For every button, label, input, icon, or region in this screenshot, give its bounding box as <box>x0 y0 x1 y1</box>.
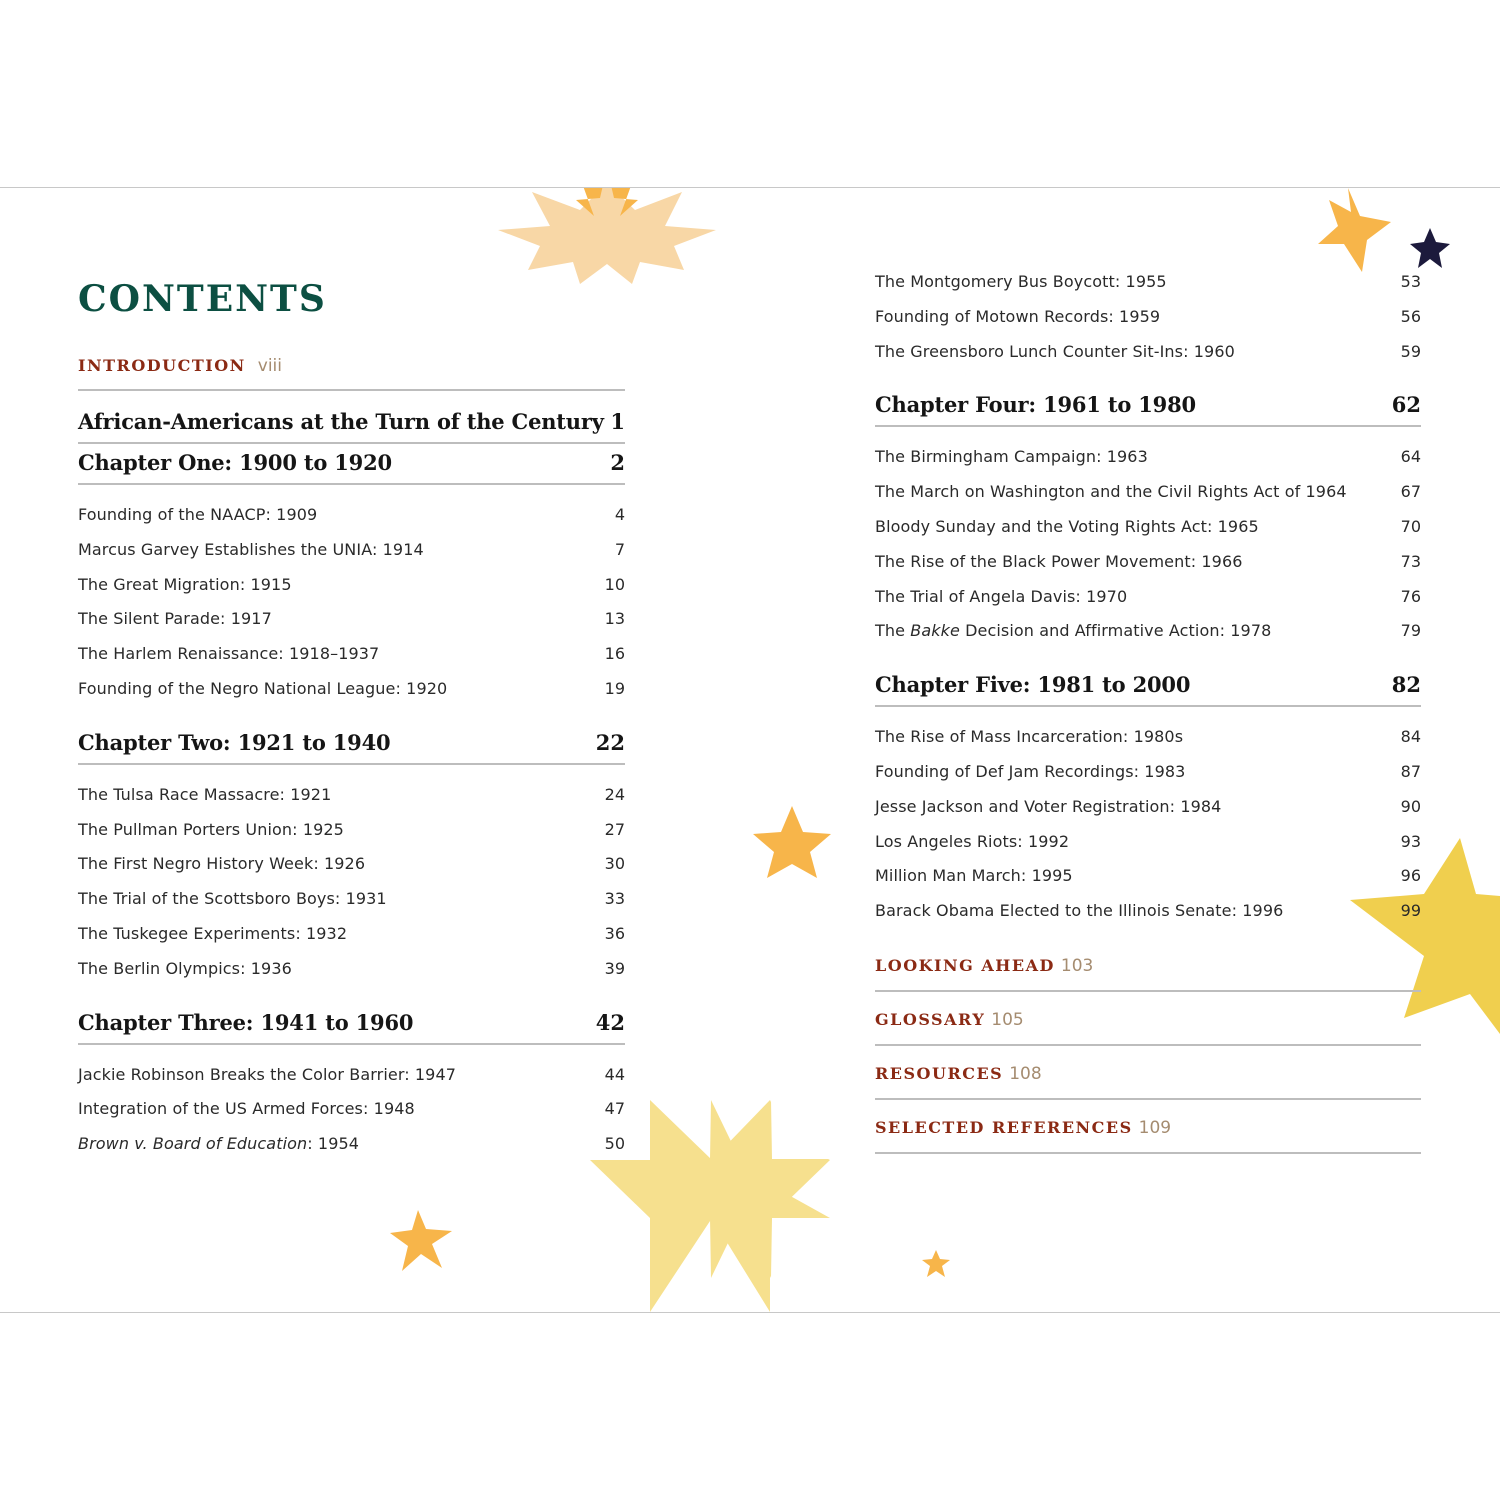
prelude-title: African-Americans at the Turn of the Century <box>78 409 604 434</box>
entry-title: The Pullman Porters Union: 1925 <box>78 819 344 839</box>
toc-entry[interactable] <box>78 1099 625 1134</box>
entry-title: Founding of the Negro National League: 1920 <box>78 678 448 698</box>
toc-entry[interactable] <box>78 820 625 855</box>
starburst-icon <box>498 188 716 284</box>
entry-page: 30 <box>604 854 625 874</box>
entry-page: 59 <box>1400 341 1421 361</box>
selected-references-row[interactable] <box>875 1118 1421 1154</box>
toc-entry[interactable] <box>78 505 625 540</box>
toc-entry[interactable] <box>875 307 1421 342</box>
entry-page: 70 <box>1400 516 1421 536</box>
toc-entry[interactable] <box>78 575 625 610</box>
entry-page: 76 <box>1400 586 1421 606</box>
toc-entry[interactable] <box>875 482 1421 517</box>
toc-entry[interactable] <box>78 644 625 679</box>
back-matter-label: RESOURCES <box>875 1063 1004 1083</box>
entry-title: Jesse Jackson and Voter Registration: 1984 <box>875 796 1222 816</box>
entry-title: Marcus Garvey Establishes the UNIA: 1914 <box>78 539 424 559</box>
chapter-title: Chapter One: 1900 to 1920 <box>78 450 392 475</box>
back-matter-page: 103 <box>1060 955 1094 976</box>
toc-entry[interactable] <box>875 866 1421 901</box>
entry-title: The Montgomery Bus Boycott: 1955 <box>875 272 1167 291</box>
toc-entry[interactable] <box>78 854 625 889</box>
back-matter-page: 109 <box>1138 1117 1172 1138</box>
toc-entry[interactable] <box>78 1134 625 1169</box>
entry-page: 4 <box>614 505 625 524</box>
entry-page: 16 <box>604 644 625 664</box>
entry-page: 7 <box>614 539 625 559</box>
entry-title: Million Man March: 1995 <box>875 866 1073 886</box>
chapter-title: Chapter Three: 1941 to 1960 <box>78 1009 414 1035</box>
introduction-page: viii <box>257 356 282 376</box>
entry-page: 39 <box>604 958 625 978</box>
entry-title: The March on Washington and the Civil Rights Act of 1964 <box>875 482 1347 502</box>
back-matter-label: LOOKING AHEAD <box>875 955 1055 975</box>
toc-entry[interactable] <box>78 889 625 924</box>
entry-title: The Trial of Angela Davis: 1970 <box>875 586 1128 606</box>
entry-page: 36 <box>604 923 625 943</box>
entry-page: 47 <box>604 1099 625 1119</box>
chapter-one-entries <box>78 505 625 714</box>
entry-title-italic: Brown v. Board of Education <box>78 1134 308 1154</box>
entry-title: The Harlem Renaissance: 1918–1937 <box>78 644 380 664</box>
chapter-three-row[interactable] <box>78 1010 625 1045</box>
entry-page: 99 <box>1400 901 1421 921</box>
chapter-page: 62 <box>1391 392 1421 418</box>
toc-entry[interactable] <box>875 587 1421 622</box>
entry-page: 67 <box>1400 482 1421 502</box>
toc-entry[interactable] <box>875 621 1421 656</box>
toc-entry[interactable] <box>78 959 625 994</box>
glossary-row[interactable] <box>875 1010 1421 1046</box>
entry-page: 44 <box>604 1064 625 1084</box>
chapter-page: 82 <box>1391 672 1421 698</box>
chapter-title: Chapter Four: 1961 to 1980 <box>875 392 1196 418</box>
page-title: CONTENTS <box>78 278 327 320</box>
back-matter <box>875 956 1421 1154</box>
toc-entry[interactable] <box>78 1065 625 1100</box>
entry-title-rest: : 1954 <box>307 1134 360 1154</box>
chapter-title: Chapter Five: 1981 to 2000 <box>875 672 1191 698</box>
star-icon <box>1318 188 1391 272</box>
entry-page: 84 <box>1400 727 1421 747</box>
resources-row[interactable] <box>875 1064 1421 1100</box>
entry-title: The First Negro History Week: 1926 <box>78 854 366 874</box>
toc-entry[interactable] <box>875 832 1421 867</box>
toc-entry[interactable] <box>78 785 625 820</box>
entry-title: Los Angeles Riots: 1992 <box>875 831 1070 851</box>
entry-title: The Silent Parade: 1917 <box>78 609 272 629</box>
chapter-one-row[interactable] <box>78 450 625 485</box>
entry-title: The Tuskegee Experiments: 1932 <box>78 923 348 943</box>
prelude-row[interactable] <box>78 409 625 444</box>
entry-title-pre: The <box>875 621 911 641</box>
chapter-page: 22 <box>595 729 625 755</box>
entry-page: 10 <box>604 574 625 594</box>
toc-right <box>875 272 1421 1172</box>
introduction-label: INTRODUCTION <box>78 356 246 375</box>
entry-page: 93 <box>1400 831 1421 851</box>
star-icon <box>922 1250 950 1277</box>
star-icon <box>1410 228 1450 268</box>
book-spread <box>0 187 1500 1313</box>
entry-title: The Trial of the Scottsboro Boys: 1931 <box>78 889 387 909</box>
entry-page: 13 <box>604 609 625 629</box>
chapter-four-row[interactable] <box>875 392 1421 427</box>
entry-title: Integration of the US Armed Forces: 1948 <box>78 1099 415 1119</box>
toc-entry[interactable] <box>875 447 1421 482</box>
back-matter-page: 105 <box>991 1009 1024 1030</box>
toc-entry[interactable] <box>78 679 625 714</box>
chapter-page: 42 <box>595 1009 625 1035</box>
entry-title: Founding of Def Jam Recordings: 1983 <box>875 761 1186 781</box>
toc-entry[interactable] <box>875 762 1421 797</box>
entry-title: Bloody Sunday and the Voting Rights Act: 1965 <box>875 516 1259 536</box>
toc-entry[interactable] <box>78 924 625 959</box>
entry-page: 90 <box>1400 796 1421 816</box>
entry-page: 64 <box>1400 447 1421 467</box>
chapter-three-continued <box>875 272 1421 376</box>
entry-title: The Rise of Mass Incarceration: 1980s <box>875 727 1184 747</box>
entry-title: Barack Obama Elected to the Illinois Senate: 1996 <box>875 901 1284 921</box>
entry-title <box>78 1134 359 1153</box>
entry-page: 27 <box>604 819 625 839</box>
prelude-page: 1 <box>610 409 625 434</box>
entry-title: The Berlin Olympics: 1936 <box>78 958 292 978</box>
entry-title: The Rise of the Black Power Movement: 1966 <box>875 551 1243 571</box>
chapter-five-entries <box>875 727 1421 936</box>
entry-title: Founding of the NAACP: 1909 <box>78 505 318 524</box>
toc-entry[interactable] <box>875 797 1421 832</box>
entry-page: 87 <box>1400 761 1421 781</box>
toc-entry[interactable] <box>875 517 1421 552</box>
toc-entry[interactable] <box>78 540 625 575</box>
entry-title: The Tulsa Race Massacre: 1921 <box>78 784 332 804</box>
entry-page: 53 <box>1400 272 1421 291</box>
entry-title: The Great Migration: 1915 <box>78 574 292 594</box>
entry-page: 19 <box>604 678 625 698</box>
toc-entry[interactable] <box>875 901 1421 936</box>
entry-title-italic: Bakke <box>910 621 960 641</box>
toc-entry[interactable] <box>875 552 1421 587</box>
toc-left <box>78 356 625 1185</box>
entry-page: 79 <box>1400 621 1421 641</box>
introduction-row[interactable] <box>78 356 625 391</box>
chapter-two-row[interactable] <box>78 730 625 765</box>
star-icon <box>390 1210 452 1271</box>
entry-page: 33 <box>604 889 625 909</box>
chapter-four-entries <box>875 447 1421 656</box>
entry-page: 24 <box>604 784 625 804</box>
toc-entry[interactable] <box>78 609 625 644</box>
entry-page: 56 <box>1400 306 1421 326</box>
entry-title: The Greensboro Lunch Counter Sit-Ins: 1960 <box>875 341 1235 361</box>
entry-page: 50 <box>604 1134 625 1154</box>
chapter-page: 2 <box>610 450 625 475</box>
entry-title <box>875 621 1271 640</box>
chapter-title: Chapter Two: 1921 to 1940 <box>78 729 391 755</box>
toc-entry[interactable] <box>875 342 1421 377</box>
entry-title-rest: Decision and Affirmative Action: 1978 <box>959 621 1272 641</box>
toc-entry[interactable] <box>875 727 1421 762</box>
star-icon <box>753 806 831 878</box>
back-matter-label: SELECTED REFERENCES <box>875 1117 1133 1137</box>
chapter-five-row[interactable] <box>875 672 1421 707</box>
entry-title: Founding of Motown Records: 1959 <box>875 306 1161 326</box>
back-matter-page: 108 <box>1009 1063 1042 1084</box>
chapter-three-entries <box>78 1065 625 1169</box>
entry-page: 96 <box>1400 866 1421 886</box>
entry-page: 73 <box>1400 551 1421 571</box>
entry-title: The Birmingham Campaign: 1963 <box>875 447 1148 467</box>
looking-ahead-row[interactable] <box>875 956 1421 992</box>
entry-title: Jackie Robinson Breaks the Color Barrier: 1947 <box>78 1064 457 1084</box>
chapter-two-entries <box>78 785 625 994</box>
back-matter-label: GLOSSARY <box>875 1009 986 1029</box>
toc-entry[interactable] <box>875 272 1421 307</box>
